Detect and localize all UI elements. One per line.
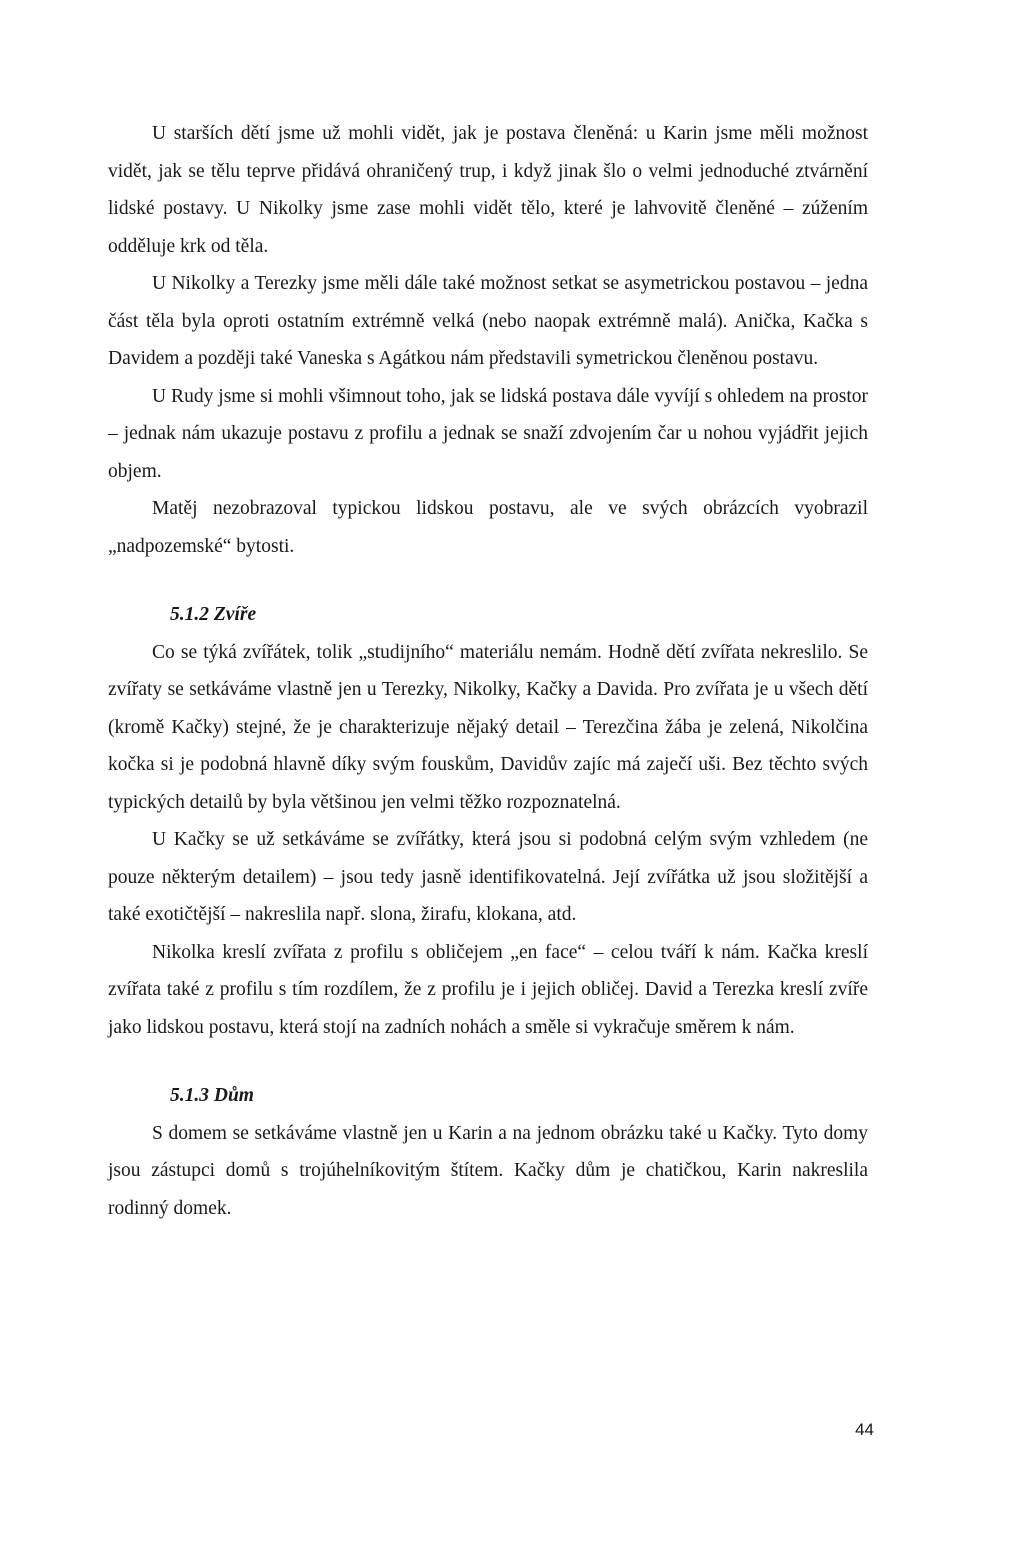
document-body [108,115,868,1227]
paragraph: Nikolka kreslí zvířata z profilu s obličejem „en face“ – celou tváří k nám. Kačka kreslí zvířata také z profilu s tím rozdílem, že z profilu je i jejich obličej. David a Terezka kreslí zvíře jako lidskou postavu, která stojí na zadních nohách a směle si vykračuje směrem k nám. [108,941,868,1038]
paragraph: U starších dětí jsme už mohli vidět, jak je postava členěná: u Karin jsme měli možnost vidět, jak se tělu teprve přidává ohraničený trup, i když jinak šlo o velmi jednoduché ztvárnění lidské postavy. U Nikolky jsme zase mohli vidět tělo, které je lahvovitě členěné – zúžením odděluje krk od těla. [108,123,868,257]
page-number: 44 [855,1420,874,1439]
paragraph: U Rudy jsme si mohli všimnout toho, jak se lidská postava dále vyvíjí s ohledem na prostor – jednak nám ukazuje postavu z profilu a jednak se snaží zdvojením čar u nohou vyjádřit jejich objem. [108,385,868,482]
spacer [108,565,868,596]
paragraph: U Nikolky a Terezky jsme měli dále také možnost setkat se asymetrickou postavou – jedna část těla byla oproti ostatním extrémně velká (nebo naopak extrémně malá). Anička, Kačka s Davidem a později také Vaneska s Agátkou nám představili symetrickou členěnou postavu. [108,273,868,369]
section-heading-animal: 5.1.2 Zvíře [170,604,257,625]
spacer [108,1046,868,1077]
paragraph: S domem se setkáváme vlastně jen u Karin a na jednom obrázku také u Kačky. Tyto domy jsou zástupci domů s trojúhelníkovitým štítem. Kačky dům je chatičkou, Karin nakreslila rodinný domek. [108,1122,868,1219]
paragraph: Co se týká zvířátek, tolik „studijního“ materiálu nemám. Hodně dětí zvířata nekreslilo. Se zvířaty se setkáváme vlastně jen u Terezky, Nikolky, Kačky a Davida. Pro zvířata je u všech dětí (kromě Kačky) stejné, že je charakterizuje nějaký detail – Terezčina žába je zelená, Nikolčina kočka si je podobná hlavně díky svým fouskům, Davidův zajíc má zaječí uši. Bez těchto svých typických detailů by byla většinou jen velmi těžko rozpoznatelná. [108,641,868,813]
section-heading-house: 5.1.3 Dům [170,1085,254,1106]
paragraph: U Kačky se už setkáváme se zvířátky, která jsou si podobná celým svým vzhledem (ne pouze některým detailem) – jsou tedy jasně identifikovatelná. Její zvířátka už jsou složitější a také exotičtější – nakreslila např. slona, žirafu, klokana, atd. [108,829,868,925]
paragraph: Matěj nezobrazoval typickou lidskou postavu, ale ve svých obrázcích vyobrazil „nadpozemské“ bytosti. [108,498,868,557]
